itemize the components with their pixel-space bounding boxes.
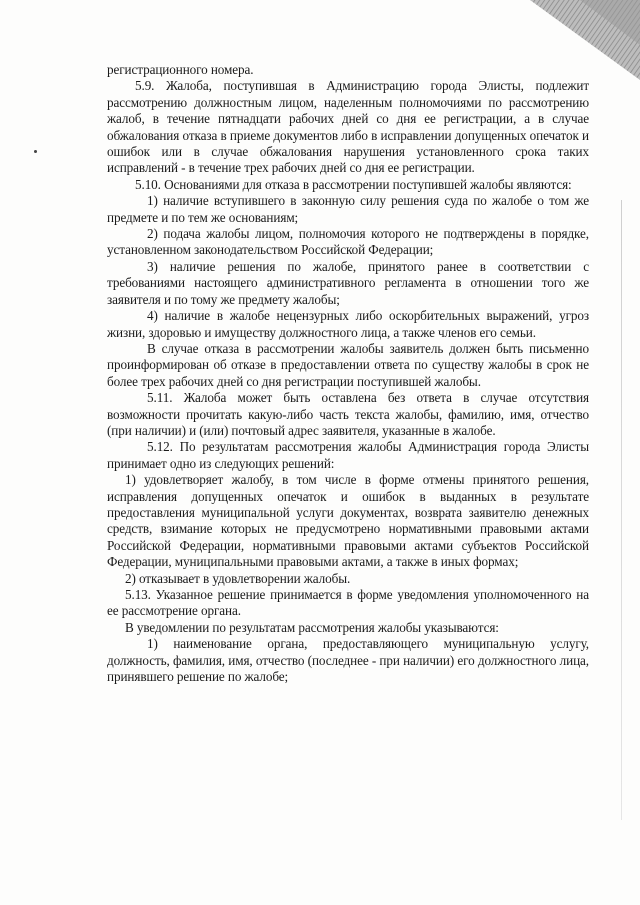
list-item: 4) наличие в жалобе нецензурных либо оскорбительных выражений, угроз жизни, здоровью и имуществу должностного лица, а также членов его семьи. [107, 308, 589, 340]
scan-speck [34, 150, 37, 153]
paragraph-5-10: 5.10. Основаниями для отказа в рассмотрении поступившей жалобы являются: [135, 176, 572, 192]
list-item: 2) подача жалобы лицом, полномочия которого не подтверждены в порядке, установленном законодательством Российской Федерации; [107, 226, 589, 258]
list-item: 1) удовлетворяет жалобу, в том числе в форме отмены принятого решения, исправления допущенных опечаток и ошибок в выданных в результате предоставления муниципальной услуги документах, возврата заявителю денежных средств, взимание которых не предусмотрено нормативными правовыми актами Российской Федерации, нормативными правовыми актами субъектов Российской Федерации, муниципальными правовыми актами, а также в иных формах; [107, 472, 589, 570]
paragraph: регистрационного номера. [107, 62, 254, 77]
list-item: 2) отказывает в удовлетворении жалобы. [125, 570, 351, 586]
paragraph: В случае отказа в рассмотрении жалобы заявитель должен быть письменно проинформирован об отказе в предоставлении ответа по существу жалобы в срок не более трех рабочих дней со дня регистрации поступившей жалобы. [107, 340, 589, 389]
document-body [107, 62, 589, 685]
list-item: 1) наименование органа, предоставляющего муниципальную услугу, должность, фамилия, имя, отчество (последнее - при наличии) его должностного лица, принявшего решение по жалобе; [107, 636, 589, 685]
list-item: 3) наличие решения по жалобе, принятого ранее в соответствии с требованиями настоящего административного регламента в отношении того же заявителя и по тому же предмету жалобы; [107, 258, 589, 307]
paragraph-5-11: 5.11. Жалоба может быть оставлена без ответа в случае отсутствия возможности прочитать какую-либо часть текста жалобы, фамилию, имя, отчество (при наличии) и (или) почтовый адрес заявителя, указанные в жалобе. [107, 390, 589, 438]
page-edge-line [621, 200, 622, 820]
paragraph: В уведомлении по результатам рассмотрения жалобы указываются: [125, 619, 499, 635]
list-item: 1) наличие вступившего в законную силу решения суда по жалобе о том же предмете и по тем же основаниям; [107, 193, 589, 225]
paragraph-5-13: 5.13. Указанное решение принимается в форме уведомления уполномоченного на ее рассмотрение органа. [107, 587, 589, 619]
paragraph-5-12: 5.12. По результатам рассмотрения жалобы Администрация города Элисты принимает одно из следующих решений: [107, 439, 589, 471]
paragraph-5-9: 5.9. Жалоба, поступившая в Администрацию города Элисты, подлежит рассмотрению должностным лицом, наделенным полномочиями по рассмотрению жалоб, в течение пятнадцати рабочих дней со дня ее регистрации, а в случае обжалования отказа в приеме документов либо в исправлении допущенных опечаток и ошибок или в случае обжалования нарушения установленного срока таких исправлений - в течение трех рабочих дней со дня ее регистрации. [107, 78, 589, 176]
